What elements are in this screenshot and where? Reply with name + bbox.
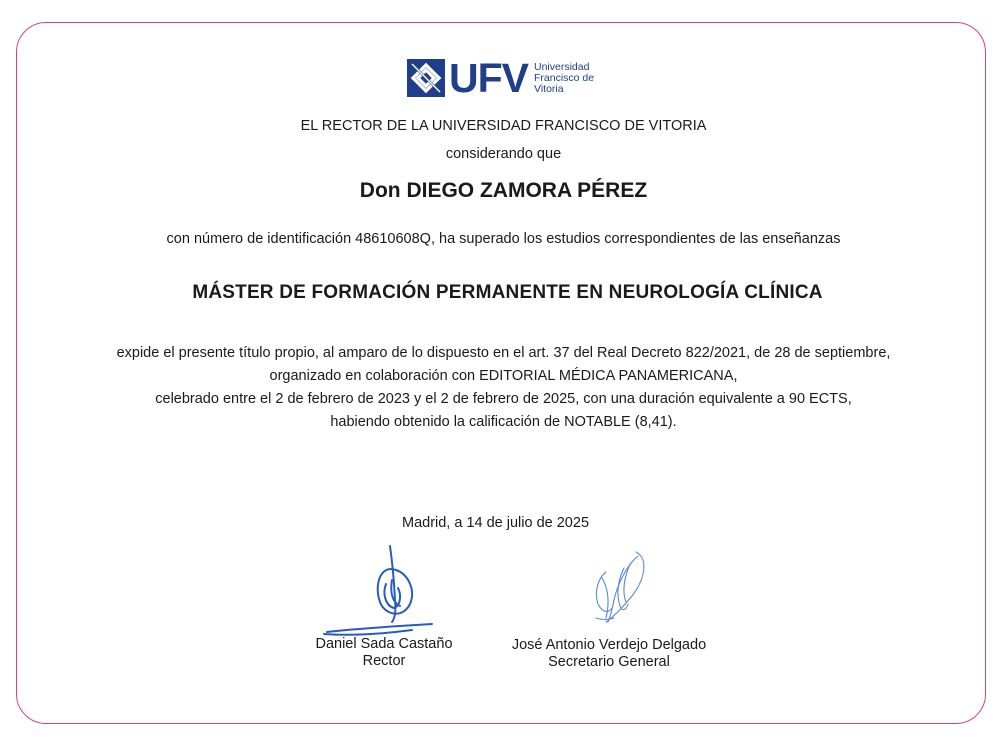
rector-heading: EL RECTOR DE LA UNIVERSIDAD FRANCISCO DE VITORIA [300, 118, 707, 134]
body-line-2: organizado en colaboración con EDITORIAL MÉDICA PANAMERICANA, [269, 368, 738, 384]
signatory-name: Daniel Sada Castaño [315, 636, 453, 652]
signatory-rector [284, 636, 484, 670]
body-line-3: celebrado entre el 2 de febrero de 2023 y el 2 de febrero de 2025, con una duración equivalente a 90 ECTS, [155, 391, 852, 407]
considering-text: considerando que [445, 146, 562, 162]
logo-line-3: Vitoria [534, 82, 564, 95]
secretary-signature [588, 548, 658, 628]
body-line-4: habiendo obtenido la calificación de NOTABLE (8,41). [330, 414, 677, 430]
ufv-logo [407, 55, 595, 101]
signatory-role: Secretario General [548, 654, 670, 670]
signatory-secretary [484, 637, 734, 671]
identification-line: con número de identificación 48610608Q, ha superado los estudios correspondientes de las enseñanzas [166, 231, 841, 247]
place-and-date: Madrid, a 14 de julio de 2025 [401, 515, 590, 531]
ufv-university-name [534, 62, 594, 95]
logo-line-1: Universidad [534, 60, 590, 73]
rector-signature [322, 540, 437, 640]
body-line-1: expide el presente título propio, al amparo de lo dispuesto en el art. 37 del Real Decreto 822/2021, de 28 de septiembre, [116, 345, 891, 361]
ufv-wordmark: UFV [449, 55, 528, 101]
logo-line-2: Francisco de [534, 71, 595, 84]
recipient-name: Don DIEGO ZAMORA PÉREZ [359, 179, 648, 202]
degree-title: MÁSTER DE FORMACIÓN PERMANENTE EN NEUROLOGÍA CLÍNICA [192, 282, 823, 303]
signatory-role: Rector [362, 653, 406, 669]
signatory-name: José Antonio Verdejo Delgado [511, 637, 707, 653]
ufv-emblem-icon [407, 59, 445, 97]
